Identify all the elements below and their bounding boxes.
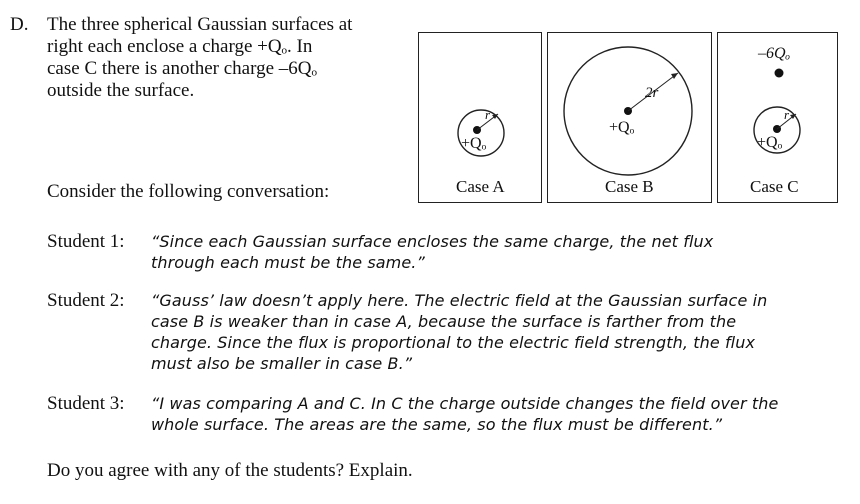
radius-label-a: r [485, 107, 491, 122]
student-2-quote [151, 290, 851, 374]
final-question: Do you agree with any of the students? Explain. [47, 460, 413, 481]
charge-label-b: +Qₒ [609, 119, 635, 136]
student-2-name: Student 2: [47, 290, 125, 311]
charge-label-a: +Qₒ [461, 135, 487, 152]
problem-letter: D. [10, 14, 29, 35]
outside-charge-dot-c [775, 69, 784, 78]
intro-line: outside the surface. [47, 80, 195, 101]
student-3-name: Student 3: [47, 393, 125, 414]
quote-line: “Gauss’ law doesn’t apply here. The electric field at the Gaussian surface in [151, 291, 768, 310]
quote-line: whole surface. The areas are the same, so the flux must be different.” [151, 415, 723, 434]
quote-line: case B is weaker than in case A, because the surface is farther from the [151, 312, 737, 331]
case-b-diagram [548, 33, 710, 201]
intro-line: case C there is another charge –6Qₒ [47, 58, 317, 79]
intro-line: The three spherical Gaussian surfaces at [47, 14, 353, 35]
quote-line: “Since each Gaussian surface encloses the same charge, the net flux [151, 232, 714, 251]
radius-label-b: 2r [645, 85, 659, 101]
case-a-figure [418, 32, 542, 203]
student-1-name: Student 1: [47, 231, 125, 252]
radius-label-c: r [784, 107, 790, 122]
quote-line: must also be smaller in case B.” [151, 354, 413, 373]
consider-text: Consider the following conversation: [47, 181, 330, 202]
caption-c: Case C [750, 177, 799, 196]
case-a-diagram [419, 33, 540, 201]
outside-charge-label-c: –6Qₒ [758, 45, 791, 62]
student-3-quote [151, 393, 851, 435]
case-b-figure [547, 32, 712, 203]
case-c-figure [717, 32, 838, 203]
quote-line: “I was comparing A and C. In C the charge outside changes the field over the [151, 394, 779, 413]
quote-line: through each must be the same.” [151, 253, 425, 272]
charge-label-c: +Qₒ [757, 134, 783, 151]
student-1-quote [151, 231, 851, 273]
caption-b: Case B [605, 177, 654, 196]
quote-line: charge. Since the flux is proportional to the electric field strength, the flux [151, 333, 756, 352]
intro-line: right each enclose a charge +Qₒ. In [47, 36, 313, 57]
problem-intro [47, 14, 407, 102]
caption-a: Case A [456, 177, 505, 196]
